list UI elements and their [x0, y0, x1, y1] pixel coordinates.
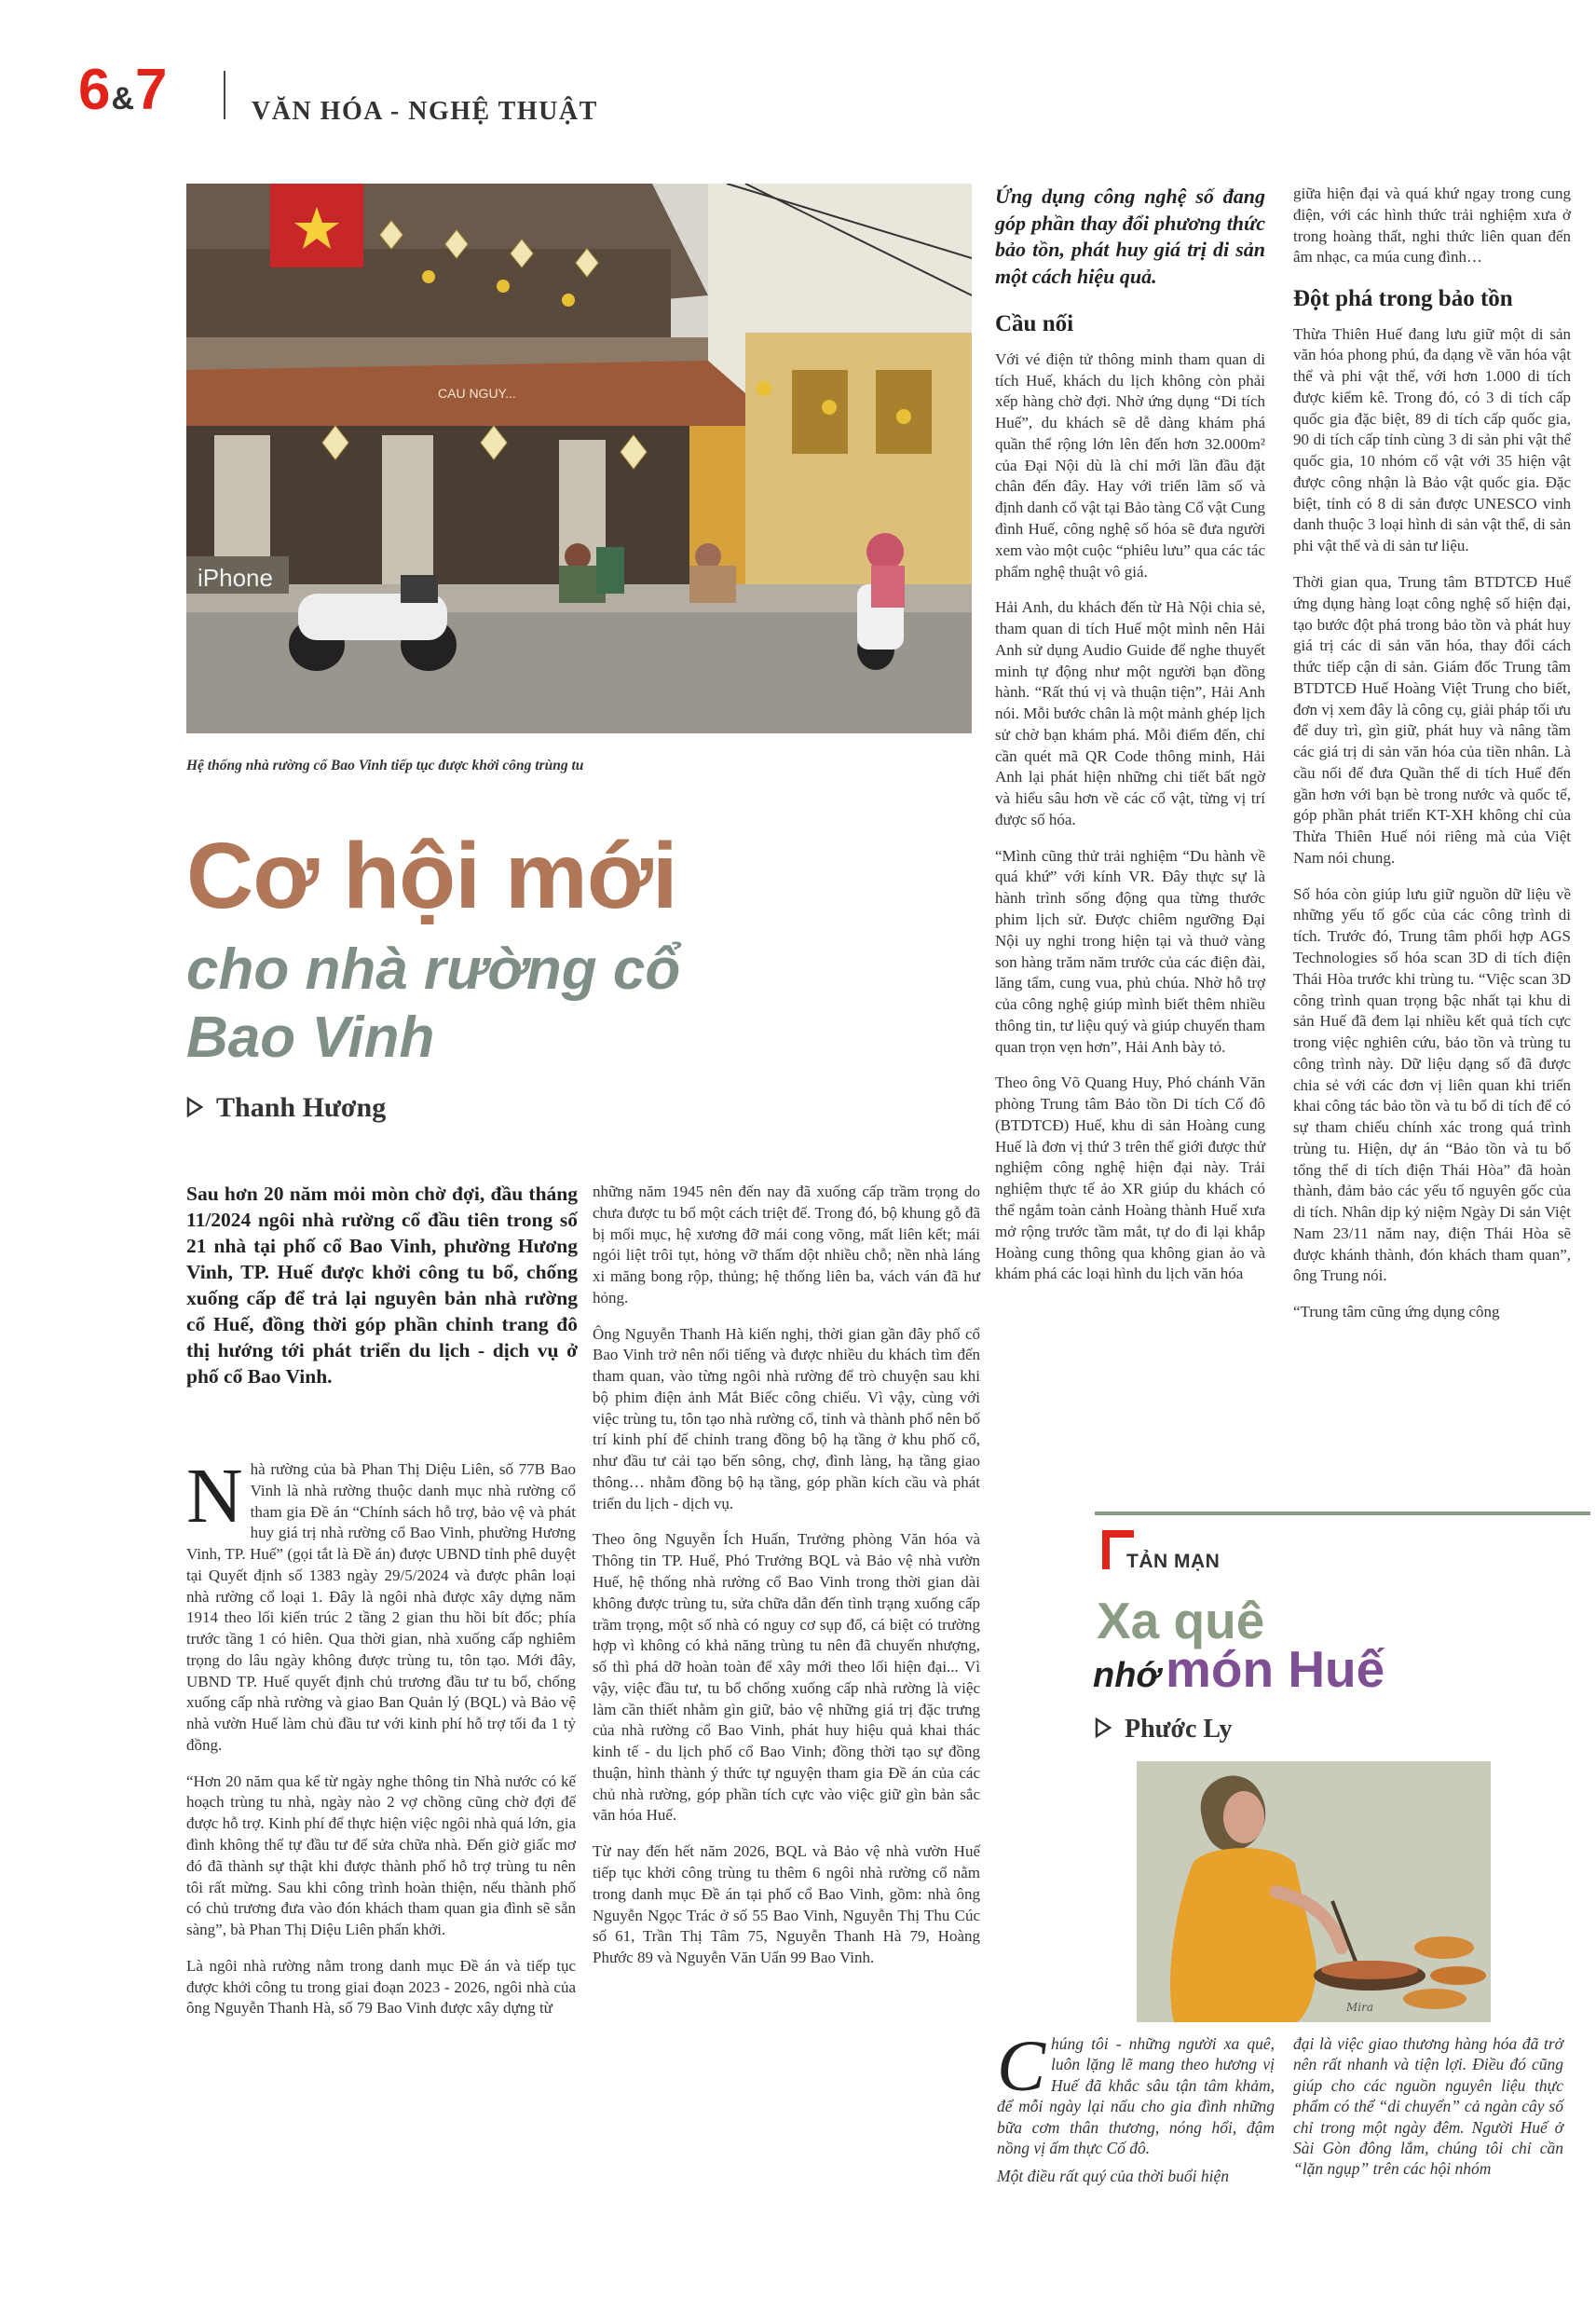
paragraph: “Hơn 20 năm qua kể từ ngày nghe thông tin Nhà nước có kế hoạch trùng tu nhà, ngày nào 2 vợ chồng cũng chờ đợi để được hỗ trợ. Kinh phí để thực hiện việc ngôi nhà quá lớn, gia đình không thể tự đầu tư để sửa chữa nhà. Đến giờ giấc mơ đó đã thành sự thật khi được thành phố hỗ trợ trùng tu nên tôi rất mừng. Sau khi công trình hoàn thiện, nếu thành phố có chủ trương đưa vào đón khách tham quan gia đình sẽ sẵn sàng”, bà Phan Thị Diệu Liên phấn khởi. [186, 1772, 576, 1939]
article-title-line2-text: cho nhà rường cổ [186, 937, 681, 1002]
author-byline [186, 1092, 386, 1124]
article-column-2 [593, 1182, 980, 1984]
article-lead: Sau hơn 20 năm mỏi mòn chờ đợi, đầu tháng 11/2024 ngôi nhà rường cổ đầu tiên trong số 21 nhà tại phố cổ Bao Vinh, phường Hương Vinh, TP. Huế được khởi công tu bổ, chống xuống cấp để trả lại nguyên bản nhà rường cổ Huế, đồng thời góp phần chỉnh trang đô thị hướng tới phát triển du lịch - dịch vụ ở phố cổ Bao Vinh. [186, 1183, 578, 1388]
article-title-line2 [186, 936, 783, 1072]
paragraph: giữa hiện đại và quá khứ ngay trong cung điện, với các hình thức trải nghiệm xưa ở trong hoàng thất, nghi thức liên quan đến âm nhạc, ca múa cung đình… [1293, 185, 1571, 267]
article-column-1 [186, 1453, 576, 2034]
tanman-divider [1095, 1512, 1590, 1515]
tanman-title-line1: Xa quê [1097, 1592, 1265, 1649]
paragraph: Số hóa còn giúp lưu giữ nguồn dữ liệu về những yếu tố gốc của các công trình di tích. Trước đó, Trung tâm phối hợp AGS Technologies số hóa scan 3D di tích điện Thái Hòa trước khi trùng tu. “Việc scan 3D công trình quan trọng bậc nhất tại khu di sản Huế đã đem lại nhiều kết quả tích cực trong việc nghiên cứu, bảo tồn và trùng tu công trình này. Dữ liệu dạng số đã được chia sẻ với các đơn vị liên quan khi triển khai công tác bảo tồn và tu bổ di tích để có sự tham chiếu chính xác trong quá trình trùng tu. Hiện, dự án “Bảo tồn và tu bổ tổng thể di tích điện Thái Hòa” đã hoàn thành, đảm bảo các yếu tố nguyên gốc của di tích. Nhân dịp kỷ niệm Ngày Di sản Việt Nam 23/11 năm nay, điện Thái Hòa sẽ được khánh thành, đón khách tham quan”, ông Trung nói. [1293, 884, 1571, 1285]
tanman-title-line2 [1093, 1640, 1385, 1698]
illustration-signature: Mira [1346, 2001, 1374, 2014]
paragraph-text: húng tôi - những người xa quê, luôn lặng lẽ mang theo hương vị Huế đã khắc sâu tận tâm khảm, để mỗi ngày lại nấu cho gia đình những bữa cơm thân thương, nóng hổi, đậm nồng vị ấm thực Cố đô. [997, 2034, 1275, 2157]
tanman-column-1 [997, 2025, 1275, 2187]
paragraph: Theo ông Nguyễn Ích Huấn, Trưởng phòng Văn hóa và Thông tin TP. Huế, Phó Trưởng BQL và Bảo vệ nhà vườn Huế, hệ thống nhà rường cổ Bao Vinh trong thời gian dài không được trùng tu, sửa chữa dẫn đến tình trạng xuống cấp trầm trọng, một số nhà có nguy cơ sụp đổ, cá biệt có trường hợp vì không có khả năng trùng tu nên đã chuyển nhượng, số thì phá dỡ hoàn toàn để xây mới theo lối hiện đại... Vì vậy, việc đầu tư, tu bổ chống xuống cấp nhà rường là việc làm cần thiết nhằm gìn giữ, bảo vệ những giá trị đặc trưng của nhà rường cổ Bao Vinh, phát huy hiệu quả khai thác kinh tế - du lịch phố cổ Bao Vinh; đồng thời tạo sự đồng thuận, hình thành ý thức tự nguyện tham gia Đề án của các chủ nhà rường, góp phần tích cực vào việc giữ gìn bản sắc văn hóa Huế. [593, 1530, 980, 1825]
paragraph: Hải Anh, du khách đến từ Hà Nội chia sẻ, tham quan di tích Huế một mình nên Hải Anh sử dụng Audio Guide để nghe thuyết minh tự động như một người bạn đồng hành. “Rất thú vị và thuận tiện”, Hải Anh nói. Mỗi bước chân là một mảnh ghép lịch sử chờ bạn khám phá. Mỗi điểm đến, chỉ cần quét mã QR Code thông minh, Hải Anh lại phát hiện những chi tiết bất ngờ và hiểu sâu hơn về các cổ vật, từng vị trí được số hóa. [995, 598, 1265, 828]
header-divider [224, 71, 225, 119]
subheading-cau-noi: Cầu nối [995, 311, 1074, 337]
paragraph: “Mình cũng thử trải nghiệm “Du hành về quá khứ” với kính VR. Đây thực sự là hành trình sống động qua từng thước phim lịch sử. Được chiêm ngưỡng Đại Nội uy nghi trong hiện tại và thuở vàng son hàng trăm năm trước của các điện đài, lăng tẩm, cung vua, phủ chúa. Nhờ hỗ trợ của công nghệ giúp mình biết thêm nhiều thông tin, tư liệu quý và giúp chuyến tham quan trọn vẹn hơn”, Hải Anh bày tỏ. [995, 846, 1265, 1056]
photo-illustration [186, 184, 972, 733]
drop-cap: C [997, 2025, 1046, 2106]
paragraph: Ông Nguyễn Thanh Hà kiến nghị, thời gian gần đây phố cổ Bao Vinh trở nên nổi tiếng và được nhiều du khách tìm đến tham quan, vào từng ngôi nhà rường để trò chuyện sau khi bộ phim điện ảnh Mắt Biếc công chiếu. Vì vậy, cùng với việc trùng tu, tôn tạo nhà rường cổ, tỉnh và thành phố nên bố trí kinh phí để chỉnh trang đồng bộ hạ tầng ở khu phố cổ, như đầu tư cải tạo bến sông, chợ, đình làng, hạ tầng giao thông… nhằm đồng bộ hạ tầng, góp phần kích cầu và phát triển du lịch - dịch vụ. [593, 1324, 980, 1512]
page-number [78, 58, 167, 122]
paragraph: Với vé điện tử thông minh tham quan di tích Huế, khách du lịch không còn phải xếp hàng chờ đợi. Nhờ ứng dụng “Di tích Huế”, du khách sẽ dễ dàng khám phá quần thể rộng lớn lên đến hơn 32.000m² của Đại Nội dù là chỉ mới lần đầu đặt chân đến đây. Hay với triển lãm số và định danh cổ vật tại Bảo tàng Cổ vật Cung đình Huế, công nghệ số hóa sẽ đưa người xem vào một cuộc “phiêu lưu” qua các tác phẩm nghệ thuật vô giá. [995, 349, 1265, 581]
cooking-illustration [1137, 1761, 1491, 2022]
article2-intro: Ứng dụng công nghệ số đang góp phần thay đổi phương thức bảo tồn, phát huy giá trị di sản một cách hiệu quả. [995, 185, 1265, 288]
article2-column-2 [1293, 184, 1571, 1338]
page-number-amp: & [111, 81, 134, 116]
paragraph [997, 2025, 1275, 2158]
tanman-author-name: Phước Ly [1125, 1715, 1233, 1744]
paragraph: Là ngôi nhà rường nằm trong danh mục Đề án và tiếp tục được khởi công tu trong giai đoạn 2023 - 2026, ngôi nhà của ông Nguyễn Thanh Hà, số 79 Bao Vinh được xây dựng từ [186, 1956, 576, 2018]
paragraph: Theo ông Võ Quang Huy, Phó chánh Văn phòng Trung tâm Bảo tồn Di tích Cố đô (BTDTCĐ) Huế, khu di sản Hoàng cung Huế là đơn vị thứ 3 trên thế giới được thử nghiệm công nghệ hiện đại này. Trải nghiệm thực tế ảo XR giúp du khách có thể ngắm toàn cảnh Hoàng thành Huế xưa mở rộng trước tầm mắt, tự do đi lại khắp Hoàng cung thông qua không gian ảo và khám phá các loại hình du lịch văn hóa [995, 1074, 1265, 1283]
tanman-title-nho: nhớ [1093, 1656, 1160, 1695]
author-name: Thanh Hương [216, 1092, 387, 1123]
paragraph: Một điều rất quý của thời buổi hiện [997, 2167, 1229, 2186]
paragraph-text: hà rường của bà Phan Thị Diệu Liên, số 77B Bao Vinh là nhà rường thuộc danh mục nhà rường cổ tham gia Đề án “Chính sách hỗ trợ, bảo vệ và phát huy giá trị nhà rường cổ Bao Vinh, phường Hương Vinh, TP. Huế” (gọi tắt là Đề án) được UBND tỉnh phê duyệt tại Quyết định số 1383 ngày 29/5/2024 và được phân loại nhà rường cổ loại 1. Đây là ngôi nhà được xây dựng năm 1914 theo lối kiến trúc 2 tầng 2 gian thu hồi bít đốc; phía trước tầng 1 có hiên. Qua thời gian, nhà xuống cấp nghiêm trọng do lâu ngày không được trùng tu, tôn tạo. Mới đây, UBND TP. Huế quyết định chủ trương đầu tư tu bổ, chống xuống cấp nhà rường và giao Ban Quản lý (BQL) và Bảo vệ nhà vườn Huế làm chủ đầu tư với kinh phí hỗ trợ tối đa 1 tỷ đồng. [186, 1460, 576, 1754]
photo-sign: iPhone [198, 564, 273, 592]
play-triangle-icon [186, 1097, 203, 1117]
subheading-dot-pha: Đột phá trong bảo tồn [1293, 286, 1513, 312]
tanman-byline [1095, 1715, 1233, 1744]
paragraph: “Trung tâm cũng ứng dụng công [1293, 1303, 1500, 1321]
drop-cap: N [186, 1453, 243, 1539]
tanman-label-text: TẢN MẠN [1126, 1551, 1221, 1572]
tanman-column-2: đại là việc giao thương hàng hóa đã trở nên rất nhanh và tiện lợi. Điều đó cũng giúp cho các nguồn nguyên liệu thực phẩm có thể “di chuyển” cả ngàn cây số chỉ trong một ngày đêm. Người Huế ở Sài Gòn đông lắm, chúng tôi chỉ cần “lặn ngụp” trên các hội nhóm [1293, 2034, 1563, 2179]
paragraph [186, 1453, 576, 1757]
article-title-line1: Cơ hội mới [186, 824, 677, 928]
play-triangle-icon [1095, 1717, 1112, 1738]
paragraph: Thừa Thiên Huế đang lưu giữ một di sản văn hóa phong phú, đa dạng về văn hóa vật thể và phi vật thể, với hơn 1.000 di tích được kiểm kê. Trong đó, có 3 di tích cấp quốc gia đặc biệt, 89 di tích cấp quốc gia, 90 di tích cấp tỉnh cùng 3 di sản phi vật thể quốc gia, 10 nhóm cổ vật với 35 hiện vật được công nhận là Bảo vật quốc gia. Đặc biệt, tỉnh có 8 di sản được UNESCO vinh danh thuộc 3 loại hình di sản vật thể, di sản phi vật thể và di sản tư liệu. [1293, 324, 1571, 555]
photo-caption: Hệ thống nhà rường cổ Bao Vinh tiếp tục được khởi công trùng tu [186, 758, 584, 773]
paragraph: Thời gian qua, Trung tâm BTDTCĐ Huế ứng dụng hàng loạt công nghệ số hiện đại, tạo bước đột phá trong bảo tồn và phát huy giá trị các di sản văn hóa, thay đổi cách thức tiếp cận di sản. Giám đốc Trung tâm BTDTCĐ Huế Hoàng Việt Trung cho biết, đơn vị xem đây là công cụ, giải pháp tối ưu để duy trì, gìn giữ, phát huy và nâng tầm các giá trị di sản văn hóa của tiền nhân. Là cầu nối để đưa Quần thể di tích Huế đến gần hơn với bạn bè trong nước và quốc tế, góp phần phát triển KT-XH không chỉ của Thừa Thiên Huế nói riêng mà của Việt Nam nói chung. [1293, 572, 1571, 867]
paragraph: Từ nay đến hết năm 2026, BQL và Bảo vệ nhà vườn Huế tiếp tục khởi công trùng tu thêm 6 ngôi nhà rường cổ nằm trong danh mục Đề án tại phố cổ Bao Vinh, gồm: nhà ông Nguyễn Ngọc Trác ở số 55 Bao Vinh, Nguyễn Thị Thu Cúc số 61, Trần Thị Tâm 75, Nguyễn Thanh Hà 79, Hoàng Phước 89 và Nguyễn Văn Uẩn 99 Bao Vinh. [593, 1842, 980, 1967]
article2-column-1 [995, 184, 1265, 1300]
paragraph: những năm 1945 nên đến nay đã xuống cấp trầm trọng do chưa được tu bổ một cách triệt để. Trong đó, bộ khung gỗ đã bị mối mục, hệ xương đỡ mái cong võng, mất liên kết; mái ngói liệt trôi tụt, hỏng vỡ thấm dột nhiều chỗ; nền nhà láng xi măng bong rộp, thủng; hệ thống liên ba, vách ván đã hư hỏng. [593, 1183, 980, 1306]
page-number-left: 6 [78, 58, 110, 122]
page-number-right: 7 [135, 58, 167, 122]
street-photo [186, 184, 972, 733]
photo-upper-sign: CAU NGUY... [438, 386, 516, 401]
article-title-line3-text: Bao Vinh [186, 1006, 435, 1071]
cooking-illustration-svg [1137, 1761, 1491, 2022]
tanman-title-mon-hue: món Huế [1165, 1640, 1385, 1698]
section-title: VĂN HÓA - NGHỆ THUẬT [252, 97, 598, 126]
